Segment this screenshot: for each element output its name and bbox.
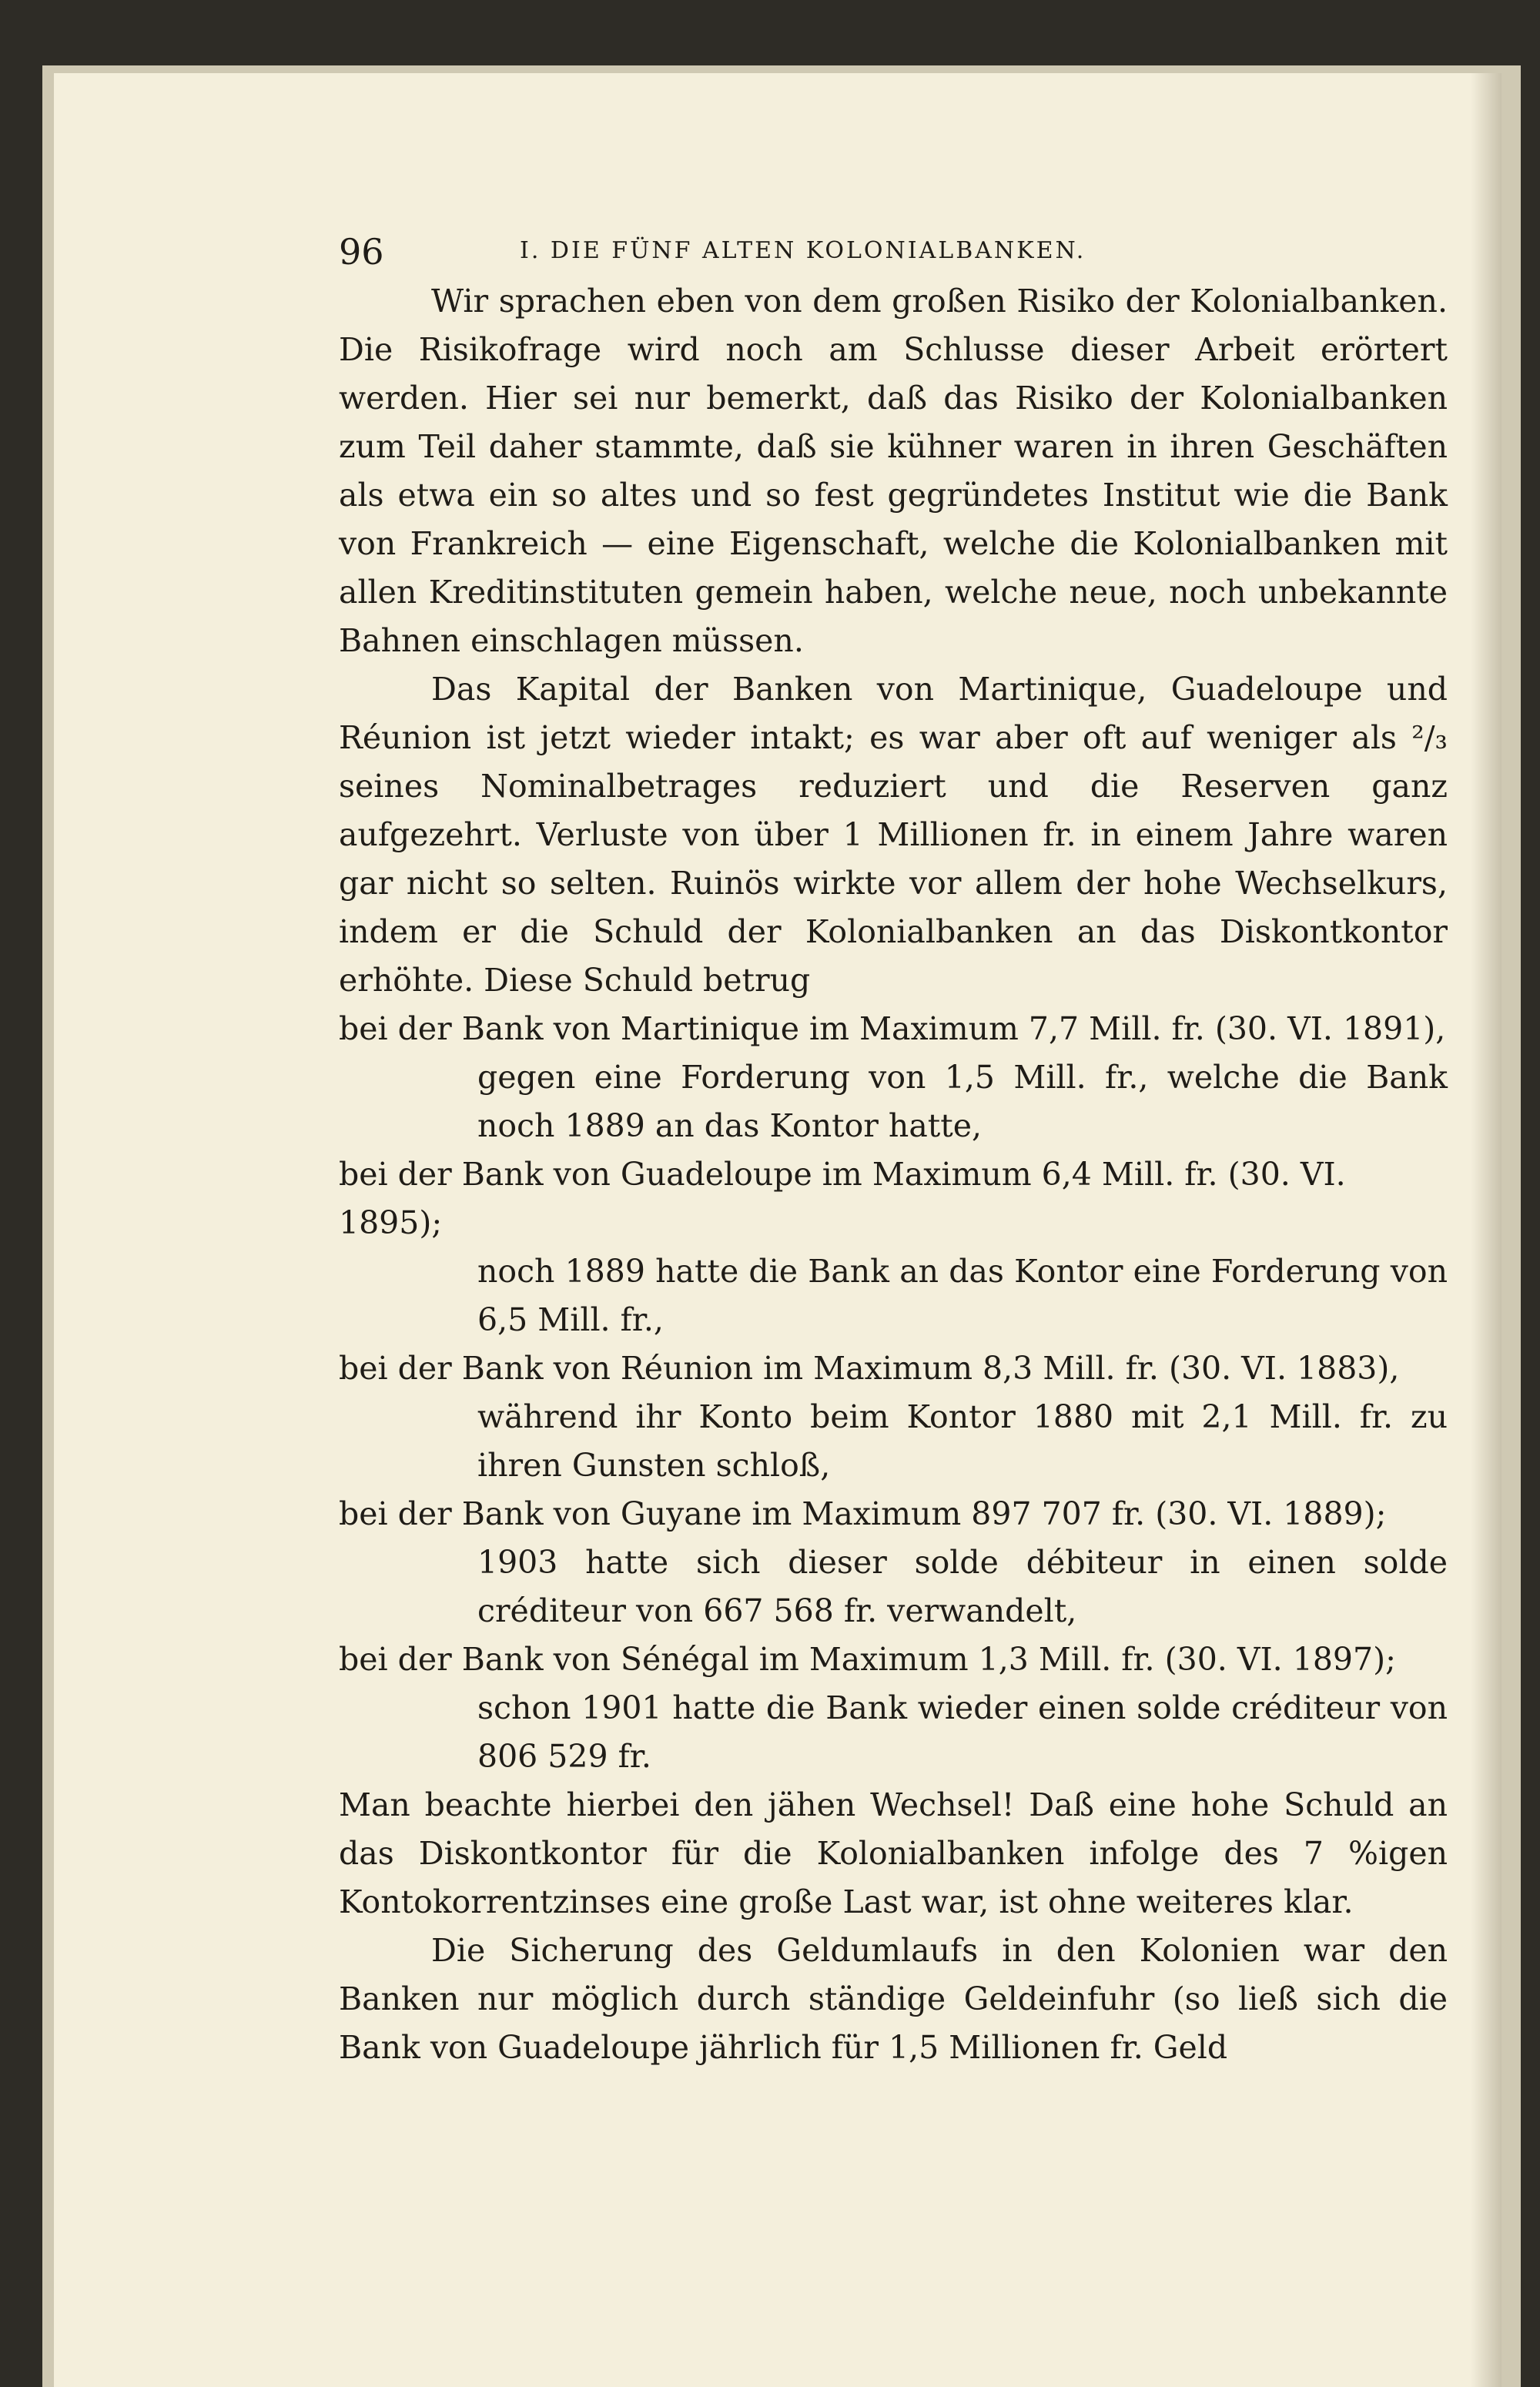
debt-entry-continuation: 1903 hatte sich dieser solde débiteur in einen solde créditeur von 667 568 fr. verwandelt, <box>477 1544 1448 1629</box>
debt-entry-reunion <box>339 1344 1448 1490</box>
debt-entry-first-line: bei der Bank von Guadeloupe im Maximum 6,4 Mill. fr. (30. VI. 1895); <box>339 1156 1346 1241</box>
running-head: I. DIE FÜNF ALTEN KOLONIALBANKEN. <box>520 237 1086 264</box>
page-number: 96 <box>339 231 384 273</box>
debt-entry-first-line: bei der Bank von Guyane im Maximum 897 707 fr. (30. VI. 1889); <box>339 1495 1387 1532</box>
debt-list <box>339 1005 1448 1781</box>
page-gutter-shadow <box>1471 73 1502 2387</box>
paragraph-exchange: Man beachte hierbei den jähen Wechsel! Daß eine hohe Schuld an das Diskontkontor für die Kolonialbanken infolge des 7 %igen Kontokorrentzinses eine große Last war, ist ohne weiteres klar. <box>339 1786 1448 1920</box>
debt-entry-continuation: noch 1889 hatte die Bank an das Kontor eine Forderung von 6,5 Mill. fr., <box>477 1253 1448 1338</box>
page-header <box>339 223 1448 277</box>
paragraph-risk: Wir sprachen eben von dem großen Risiko der Kolonialbanken. Die Risikofrage wird noch am Schlusse dieser Arbeit erörtert werden. Hier sei nur bemerkt, daß das Risiko der Kolonialbanken zum Teil daher stammte, daß sie kühner waren in ihren Geschäften als etwa ein so altes und so fest gegründetes Institut wie die Bank von Frankreich — eine Eigenschaft, welche die Kolonialbanken mit allen Kreditinstituten gemein haben, welche neue, noch unbekannte Bahnen einschlagen müssen. <box>339 283 1448 659</box>
debt-entry-first-line: bei der Bank von Martinique im Maximum 7,7 Mill. fr. (30. VI. 1891), <box>339 1010 1446 1047</box>
debt-entry-first-line: bei der Bank von Sénégal im Maximum 1,3 Mill. fr. (30. VI. 1897); <box>339 1641 1396 1678</box>
paragraph-capital: Das Kapital der Banken von Martinique, Guadeloupe und Réunion ist jetzt wieder intakt; es war aber oft auf weniger als ²/₃ seines Nominalbetrages reduziert und die Reserven ganz aufgezehrt. Verluste von über 1 Millionen fr. in einem Jahre waren gar nicht so selten. Ruinös wirkte vor allem der hohe Wechselkurs, indem er die Schuld der Kolonialbanken an das Diskontkontor erhöhte. Diese Schuld betrug <box>339 671 1448 999</box>
debt-entry-guadeloupe <box>339 1150 1448 1344</box>
text-block <box>339 223 1448 2072</box>
debt-entry-senegal <box>339 1635 1448 1781</box>
debt-entry-martinique <box>339 1005 1448 1150</box>
debt-entry-continuation: schon 1901 hatte die Bank wieder einen solde créditeur von 806 529 fr. <box>477 1689 1448 1775</box>
debt-entry-continuation: gegen eine Forderung von 1,5 Mill. fr., welche die Bank noch 1889 an das Kontor hatte, <box>477 1059 1448 1144</box>
debt-entry-guyane <box>339 1490 1448 1635</box>
debt-entry-first-line: bei der Bank von Réunion im Maximum 8,3 Mill. fr. (30. VI. 1883), <box>339 1350 1400 1387</box>
paragraph-currency: Die Sicherung des Geldumlaufs in den Kolonien war den Banken nur möglich durch ständige Geldeinfuhr (so ließ sich die Bank von Guadeloupe jährlich für 1,5 Millionen fr. Geld <box>339 1932 1448 2066</box>
debt-entry-continuation: während ihr Konto beim Kontor 1880 mit 2,1 Mill. fr. zu ihren Gunsten schloß, <box>477 1398 1448 1484</box>
